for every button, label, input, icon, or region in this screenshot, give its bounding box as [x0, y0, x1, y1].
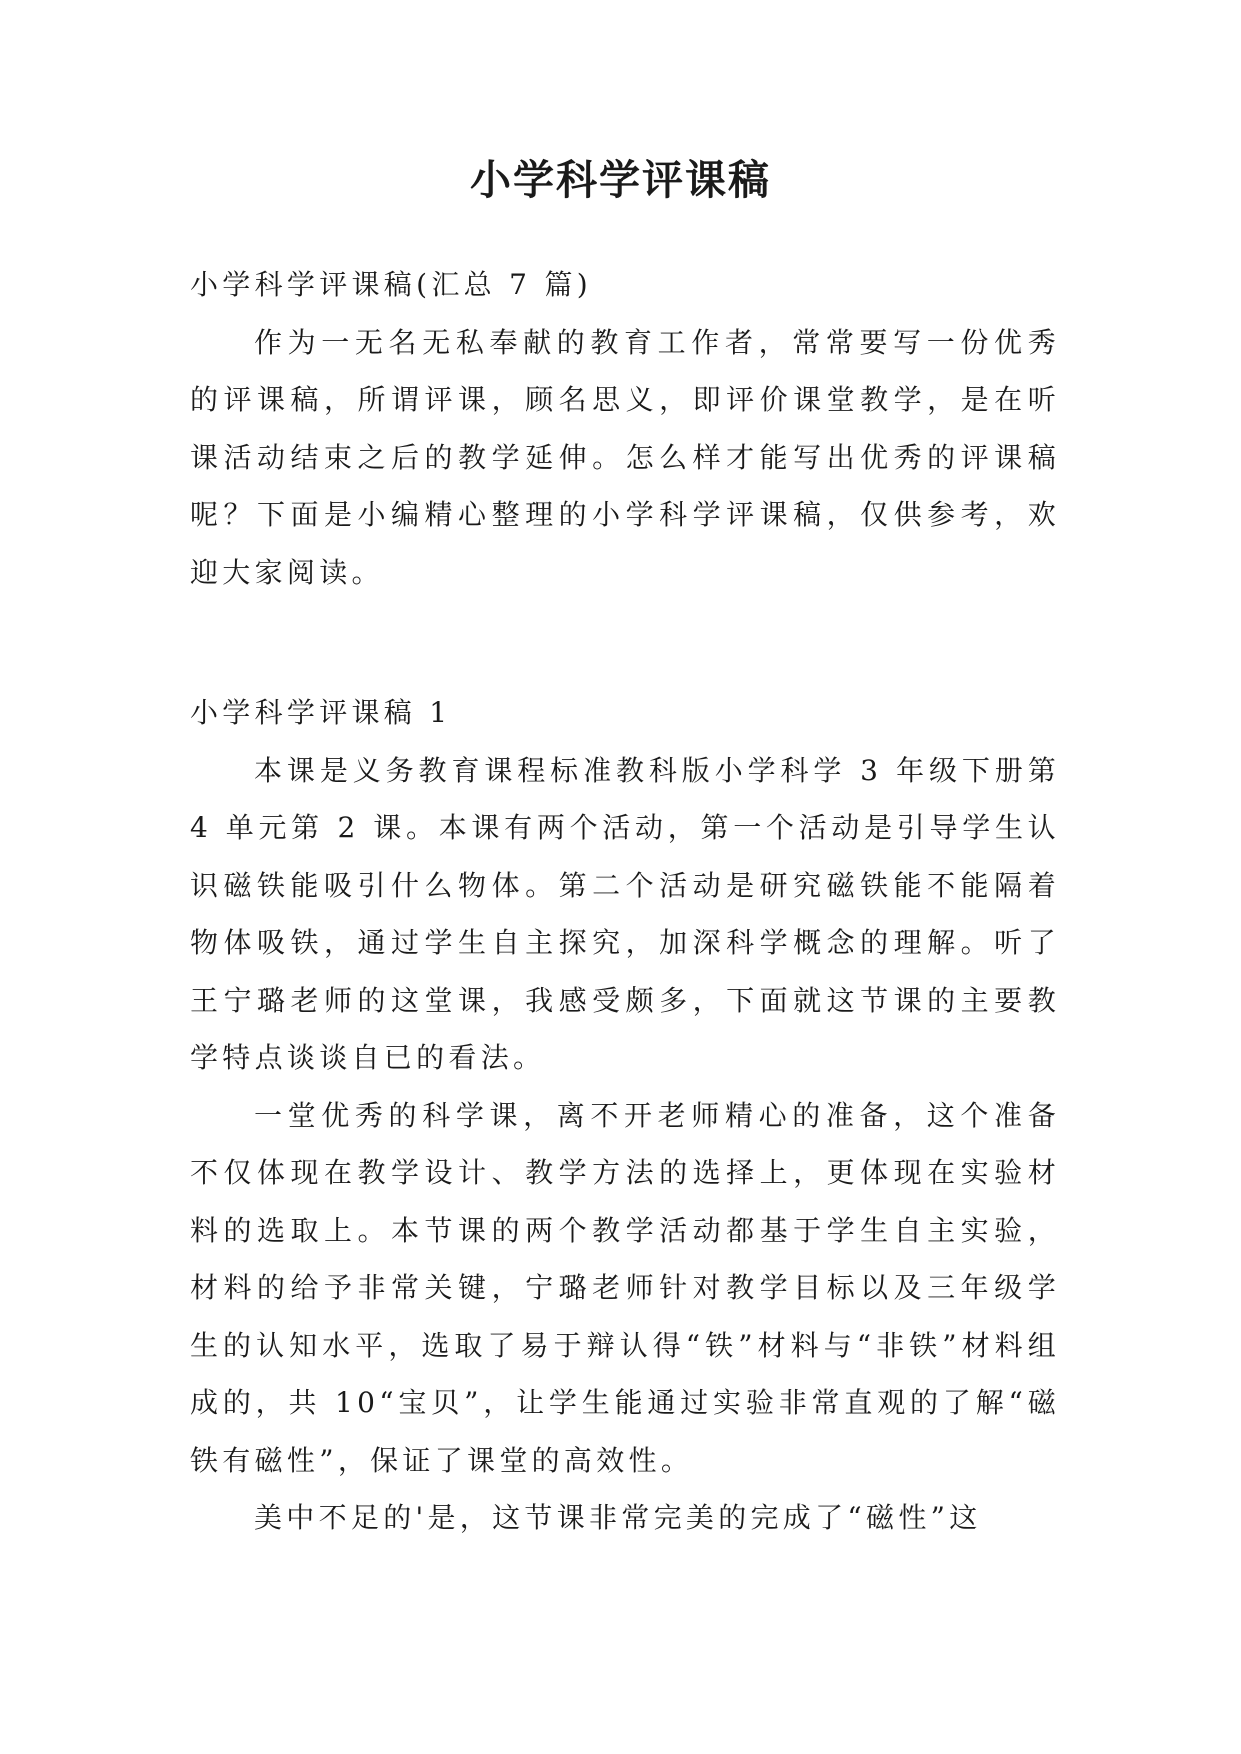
- intro-block: [190, 256, 1060, 601]
- intro-paragraph: 作为一无名无私奉献的教育工作者，常常要写一份优秀的评课稿，所谓评课，顾名思义，即评价课堂教学，是在听课活动结束之后的教学延伸。怎么样才能写出优秀的评课稿呢？下面是小编精心整理的小学科学评课稿，仅供参考，欢迎大家阅读。: [190, 325, 1060, 589]
- section-heading: 小学科学评课稿 1: [190, 696, 452, 729]
- section-paragraph: 一堂优秀的科学课，离不开老师精心的准备，这个准备不仅体现在教学设计、教学方法的选择上，更体现在实验材料的选取上。本节课的两个教学活动都基于学生自主实验，材料的给予非常关键，宁璐老师针对教学目标以及三年级学生的认知水平，选取了易于辩认得“铁”材料与“非铁”材料组成的，共 10“宝贝”，让学生能通过实验非常直观的了解“磁铁有磁性”，保证了课堂的高效性。: [190, 1098, 1060, 1477]
- section-1: [190, 684, 1060, 1547]
- section-paragraph: 美中不足的'是，这节课非常完美的完成了“磁性”这: [254, 1501, 982, 1534]
- document-title: 小学科学评课稿: [470, 156, 771, 204]
- document-subtitle: 小学科学评课稿(汇总 7 篇): [190, 268, 592, 301]
- section-paragraph: 本课是义务教育课程标准教科版小学科学 3 年级下册第 4 单元第 2 课。本课有两个活动，第一个活动是引导学生认识磁铁能吸引什么物体。第二个活动是研究磁铁能不能隔着物体吸铁，通过学生自主探究，加深科学概念的理解。听了王宁璐老师的这堂课，我感受颇多，下面就这节课的主要教学特点谈谈自已的看法。: [190, 753, 1060, 1074]
